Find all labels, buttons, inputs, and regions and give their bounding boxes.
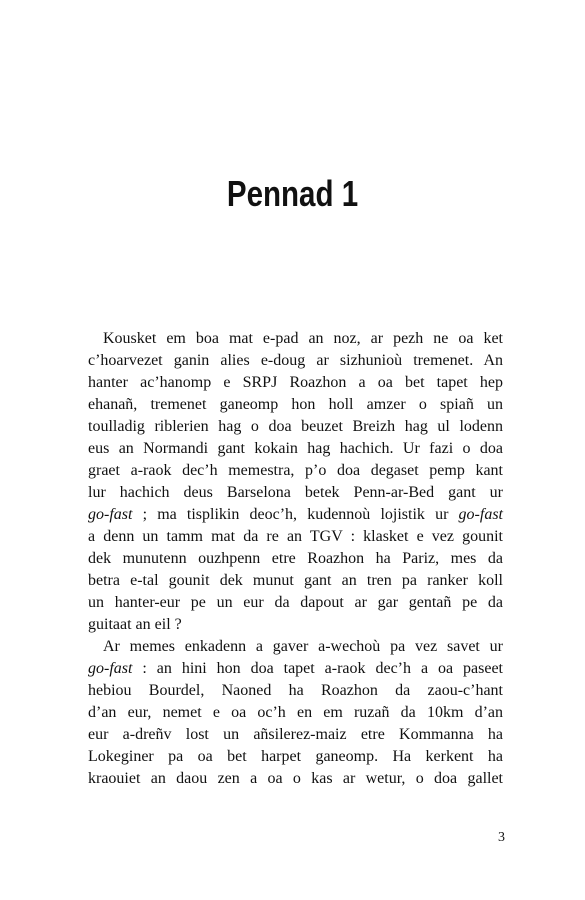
text-line [88,504,503,526]
text-run: : an hini hon doa tapet a-raok dec’h a oa paseet [132,660,503,677]
text-line [88,416,503,438]
italic-term: go-fast [458,506,503,523]
text-line [88,526,503,548]
text-line [88,394,503,416]
text-line [88,768,503,790]
text-run: Ar memes enkadenn a gaver a-wechoù pa vez savet ur [103,638,503,655]
text-run: eus an Normandi gant kokain hag hachich. Ur fazi o doa [88,440,503,457]
page-number: 3 [498,830,505,845]
paragraph-1 [88,328,503,636]
text-line [88,548,503,570]
text-run: Kousket em boa mat e-pad an noz, ar pezh ne oa ket [103,330,503,347]
text-run: a denn un tamm mat da re an TGV : klasket e vez gounit [88,528,503,545]
text-run: ; ma tisplikin deoc’h, kudennoù lojistik ur [132,506,459,523]
text-line [88,482,503,504]
text-run: ehanañ, tremenet ganeomp hon holl amzer o spiañ un [88,396,503,413]
text-run: toulladig riblerien hag o doa beuzet Breizh hag ul lodenn [88,418,503,435]
text-run: guitaat an eil ? [88,616,182,633]
text-run: dek munutenn ouzhpenn etre Roazhon ha Pariz, mes da [88,550,503,567]
text-run: eur a-dreñv lost un añsilerez-maiz etre Kommanna ha [88,726,503,743]
text-line [88,614,503,636]
text-line [88,570,503,592]
text-line [88,460,503,482]
text-line [88,372,503,394]
text-run: lur hachich deus Barselona betek Penn-ar-Bed gant ur [88,484,503,501]
chapter-title: Pennad 1 [226,173,359,214]
text-run: graet a-raok dec’h memestra, p’o doa degaset pemp kant [88,462,503,479]
text-line [88,636,503,658]
text-line [88,328,503,350]
text-run: hanter ac’hanomp e SRPJ Roazhon a oa bet tapet hep [88,374,503,391]
text-run: un hanter-eur pe un eur da dapout ar gar gentañ pe da [88,594,503,611]
italic-term: go-fast [88,506,133,523]
text-run: hebiou Bourdel, Naoned ha Roazhon da zaou-c’hant [88,682,503,699]
text-line [88,724,503,746]
text-line [88,438,503,460]
paragraph-2 [88,636,503,790]
text-run: kraouiet an daou zen a oa o kas ar wetur, o doa gallet [88,770,503,787]
text-line [88,746,503,768]
text-line [88,658,503,680]
text-run: c’hoarvezet ganin alies e-doug ar sizhunioù tremenet. An [88,352,503,369]
italic-term: go-fast [88,660,133,677]
body-text [88,328,503,790]
text-line [88,680,503,702]
text-line [88,702,503,724]
text-run: d’an eur, nemet e oa oc’h en em ruzañ da 10km d’an [88,704,503,721]
text-run: Lokeginer pa oa bet harpet ganeomp. Ha kerkent ha [88,748,503,765]
text-run: betra e-tal gounit dek munut gant an tren pa ranker koll [88,572,503,589]
text-line [88,592,503,614]
text-line [88,350,503,372]
